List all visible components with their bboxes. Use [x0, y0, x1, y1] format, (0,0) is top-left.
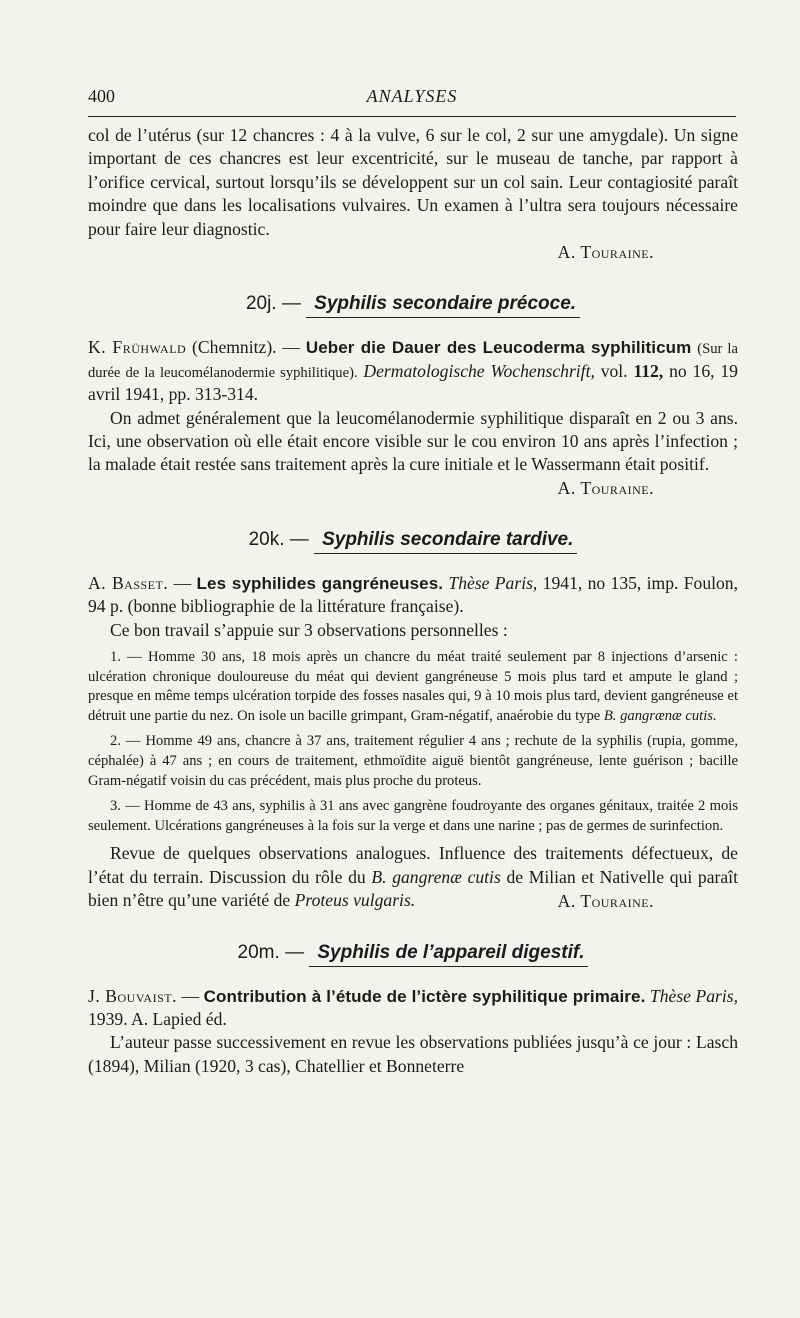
page-content [88, 124, 738, 1078]
reference-20m: J. Bouvaist. — Contribution à l’étude de l’ictère syphilitique primaire. Thèse Paris, 1939. A. Lapied éd. [88, 985, 738, 1030]
intro-paragraph: col de l’utérus (sur 12 chancres : 4 à la vulve, 6 sur le col, 2 sur une amygdale). Un signe important de ces chancres est leur excentricité, sur le museau de tanche, par rapport à l’orifice cervical, surtout lorsqu’ils se développent sur un col sain. Leur contagiosité paraît moindre que dans les localisations vulvaires. Un examen à l’ultra sera toujours nécessaire pour faire leur diagnostic. [88, 125, 738, 239]
summary-20m: L’auteur passe successivement en revue les observations publiées jusqu’à ce jour : Lasch (1894), Milian (1920, 3 cas), Chatellier et Bonneterre [88, 1032, 738, 1076]
section-title-20k: Syphilis secondaire tardive. [314, 529, 577, 554]
signature-20k: A. Touraine. [557, 890, 654, 911]
running-title: ANALYSES [366, 86, 458, 106]
intro-signature: A. Touraine. [557, 242, 654, 263]
section-title-20j: Syphilis secondaire précoce. [306, 293, 580, 318]
case-1: 1. — Homme 30 ans, 18 mois après un chancre du méat traité seulement par 8 injections d’arsenic : ulcération chronique douloureuse du méat qui devient gangréneuse 5 mois plus tard et ampute le gland ; presque en même temps ulcération torpide des fosses nasales qui, 9 à 10 mois plus tard, devient gangréneuse et détruit une partie du nez. On isole un bacille grimpant, Gram-négatif, anaérobie du type B. gangrænæ cutis. [88, 649, 738, 724]
summary-20j: On admet généralement que la leucomélanodermie syphilitique disparaît en 2 ou 3 ans. Ici, une observation où elle était encore visible sur le cou environ 10 ans après l’infection ; la malade était restée sans traitement après la cure initiale et le Wassermann était positif. [88, 407, 738, 475]
running-head [88, 86, 736, 112]
section-title-20m: Syphilis de l’appareil digestif. [309, 942, 588, 967]
intro-20k: Ce bon travail s’appuie sur 3 observations personnelles : [110, 619, 508, 640]
case-3: 3. — Homme de 43 ans, syphilis à 31 ans avec gangrène foudroyante des organes génitaux, traitée 2 mois seulement. Ulcérations gangréneuses à la fois sur la verge et dans une narine ; pas de germes de surinfection. [88, 798, 738, 834]
signature-20j: A. Touraine. [557, 477, 654, 498]
reference-20k: A. Basset. — Les syphilides gangréneuses. Thèse Paris, 1941, no 135, imp. Foulon, 94 p. (bonne bibliographie de la littérature française). [88, 572, 739, 617]
section-heading-20j: 20j. — Syphilis secondaire précoce. [88, 290, 738, 318]
section-heading-20m: 20m. — Syphilis de l’appareil digestif. [88, 939, 738, 967]
page-number: 400 [88, 86, 115, 106]
header-rule [88, 116, 736, 117]
case-2: 2. — Homme 49 ans, chancre à 37 ans, traitement régulier 4 ans ; rechute de la syphilis (rupia, gomme, céphalée) à 47 ans ; en cours de traitement, ethmoïdite aiguë bientôt gangréneuse, lente guérison ; bacille Gram-négatif voisin du cas précédent, mais plus proche du proteus. [88, 733, 738, 789]
section-heading-20k: 20k. — Syphilis secondaire tardive. [88, 526, 738, 554]
review-20k: Revue de quelques observations analogues. Influence des traitements défectueux, de l’état du terrain. Discussion du rôle du B. gangrenæ cutis de Milian et Nativelle qui paraît bien n’être qu’une variété de Proteus vulgaris. [88, 843, 738, 911]
reference-20j: K. Frühwald (Chemnitz). — Ueber die Dauer des Leucoderma syphiliticum (Sur la durée de la leucomélanodermie syphilitique). Dermatologische Wochenschrift, vol. 112, no 16, 19 avril 1941, pp. 313-314. [88, 337, 738, 405]
